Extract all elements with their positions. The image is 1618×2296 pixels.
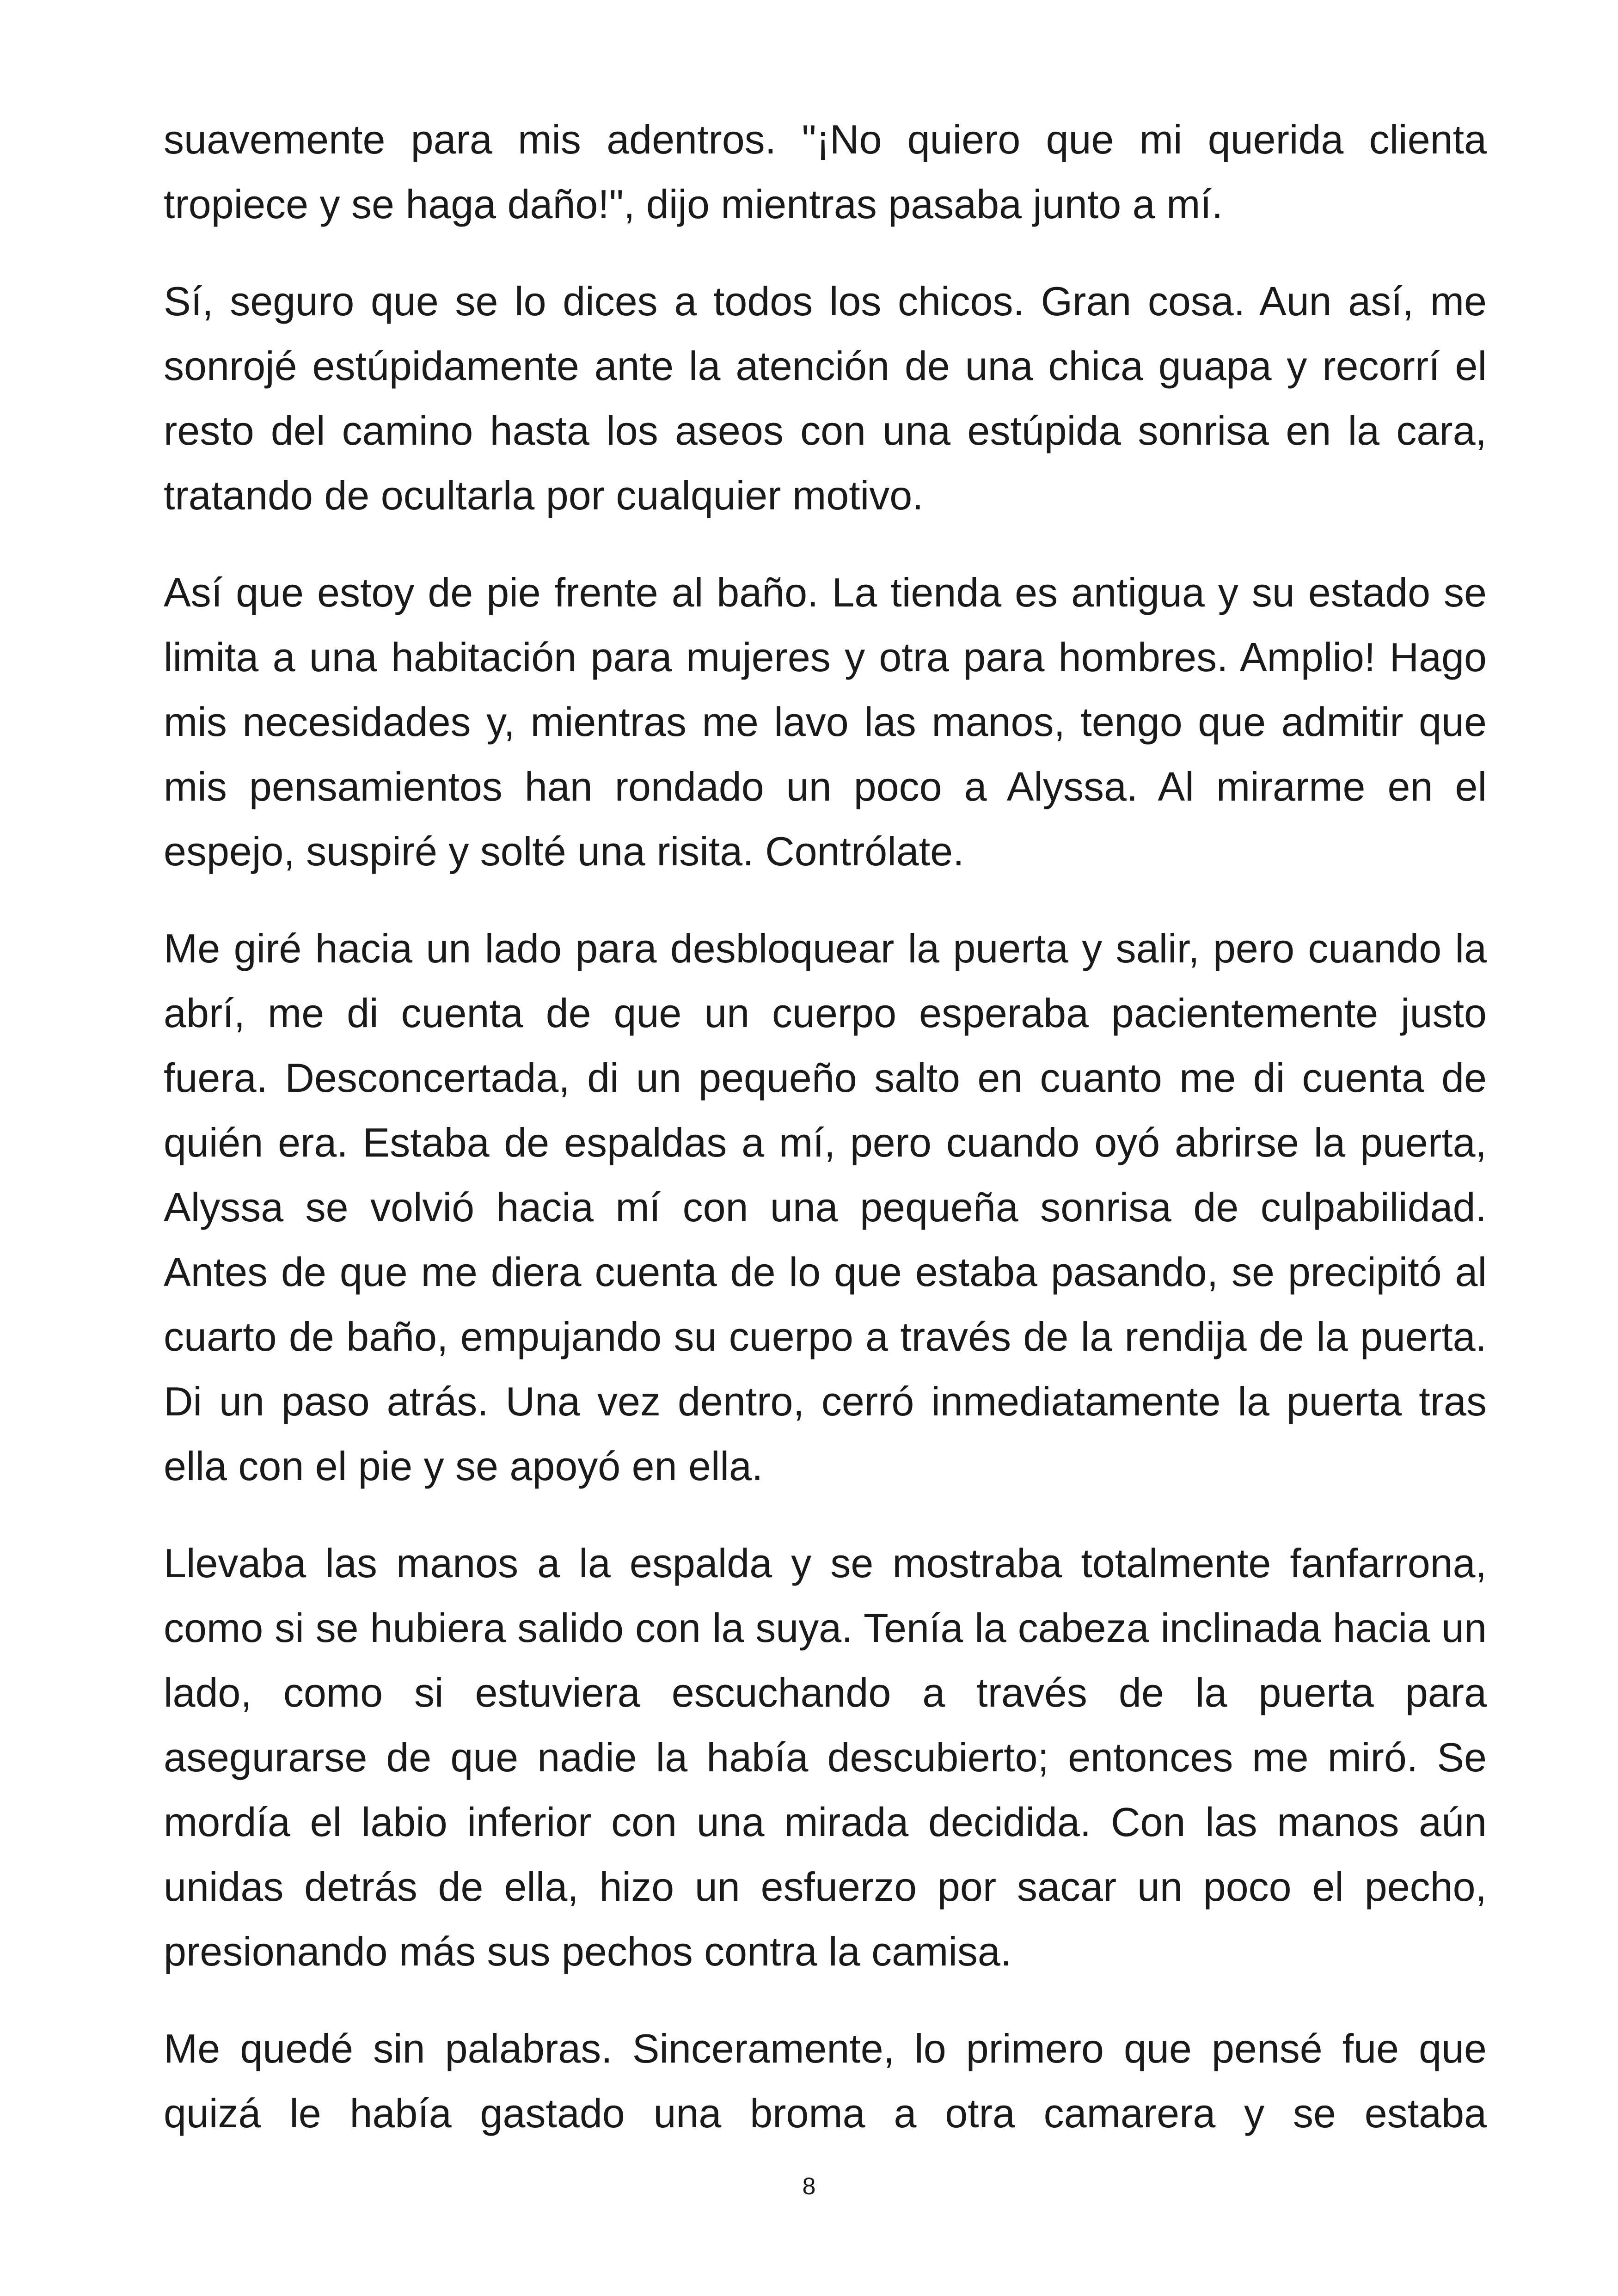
text-body [164, 107, 1487, 2146]
paragraph-2: Sí, seguro que se lo dices a todos los chicos. Gran cosa. Aun así, me sonrojé estúpidamente ante la atención de una chica guapa y recorrí el resto del camino hasta los aseos con una estúpida sonrisa en la cara, tratando de ocultarla por cualquier motivo. [164, 278, 1487, 518]
paragraph-1: suavemente para mis adentros. "¡No quiero que mi querida clienta tropiece y se haga daño!", dijo mientras pasaba junto a mí. [164, 116, 1487, 227]
paragraph-4: Me giré hacia un lado para desbloquear la puerta y salir, pero cuando la abrí, me di cuenta de que un cuerpo esperaba pacientemente justo fuera. Desconcertada, di un pequeño salto en cuanto me di cuenta de quién era. Estaba de espaldas a mí, pero cuando oyó abrirse la puerta, Alyssa se volvió hacia mí con una pequeña sonrisa de culpabilidad. Antes de que me diera cuenta de lo que estaba pasando, se precipitó al cuarto de baño, empujando su cuerpo a través de la rendija de la puerta. Di un paso atrás. Una vez dentro, cerró inmediatamente la puerta tras ella con el pie y se apoyó en ella. [164, 925, 1487, 1489]
paragraph-6: Me quedé sin palabras. Sinceramente, lo primero que pensé fue que quizá le había gastado una broma a otra camarera y se estaba [164, 2026, 1487, 2136]
paragraph-3: Así que estoy de pie frente al baño. La tienda es antigua y su estado se limita a una habitación para mujeres y otra para hombres. Amplio! Hago mis necesidades y, mientras me lavo las manos, tengo que admitir que mis pensamientos han rondado un poco a Alyssa. Al mirarme en el espejo, suspiré y solté una risita. Contrólate. [164, 569, 1487, 874]
paragraph-5: Llevaba las manos a la espalda y se mostraba totalmente fanfarrona, como si se hubiera salido con la suya. Tenía la cabeza inclinada hacia un lado, como si estuviera escuchando a través de la puerta para asegurarse de que nadie la había descubierto; entonces me miró. Se mordía el labio inferior con una mirada decidida. Con las manos aún unidas detrás de ella, hizo un esfuerzo por sacar un poco el pecho, presionando más sus pechos contra la camisa. [164, 1540, 1487, 1974]
page-number: 8 [802, 2173, 816, 2200]
